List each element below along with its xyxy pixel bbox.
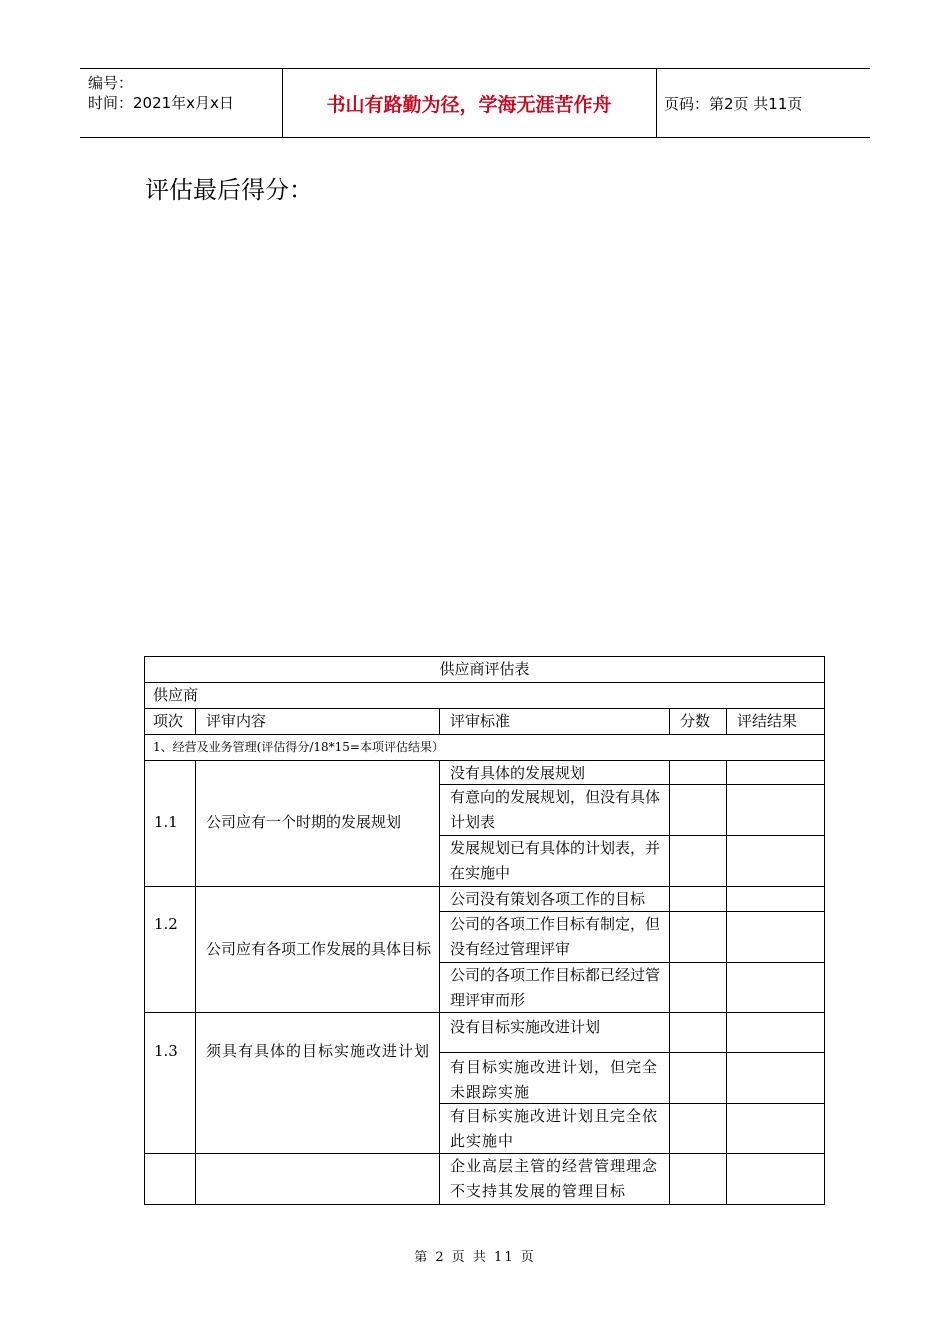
item-number: 1.2 [154,915,178,933]
result-cell [727,1154,824,1204]
score-cell [670,912,727,963]
result-cell [727,887,824,912]
item-content: 公司应有各项工作发展的具体目标 [206,940,432,958]
column-header: 评审内容 [196,709,440,735]
criteria-cell: 公司没有策划各项工作的目标 [440,887,670,912]
item-number: 1.3 [154,1042,178,1060]
item-content: 公司应有一个时期的发展规划 [206,813,402,831]
header-page-number: 页码：第2页 共11页 [664,94,803,113]
criteria-cell: 没有目标实施改进计划 [440,1013,670,1053]
score-cell [670,1013,727,1053]
number-label: 编号： [88,74,134,92]
header-motto: 书山有路勤为径，学海无涯苦作舟 [326,93,612,116]
item-content: 须具有具体的目标实施改进计划 [206,1042,431,1060]
item-number: 1.1 [154,813,178,831]
criteria-cell: 公司的各项工作目标有制定，但没有经过管理评审 [440,912,670,963]
score-cell [670,1154,727,1204]
score-cell [670,963,727,1013]
page-footer: 第 2 页 共 11 页 [414,1250,536,1265]
item-number-cell [145,1154,196,1204]
score-cell [670,1104,727,1154]
score-cell [670,1053,727,1104]
item-content-cell [196,1013,440,1154]
header-meta [88,73,234,113]
criteria-cell: 有目标实施改进计划，但完全未跟踪实施 [440,1053,670,1104]
score-cell [670,836,727,887]
criteria-cell: 有目标实施改进计划且完全依此实施中 [440,1104,670,1154]
item-number-cell [145,1013,196,1154]
result-cell [727,761,824,785]
supplier-label: 供应商 [145,683,824,709]
result-cell [727,836,824,887]
supplier-evaluation-table [144,656,825,1205]
item-content-cell [196,1154,440,1204]
result-cell [727,1104,824,1154]
column-header: 项次 [145,709,196,735]
column-header: 分数 [670,709,727,735]
column-header: 评审标准 [440,709,670,735]
criteria-cell: 公司的各项工作目标都已经过管理评审而形 [440,963,670,1013]
page-header [80,68,870,138]
result-cell [727,963,824,1013]
criteria-cell: 有意向的发展规划，但没有具体计划表 [440,785,670,836]
score-cell [670,761,727,785]
item-number-cell [145,887,196,1013]
section-row: 1、经营及业务管理(评估得分/18*15=本项评估结果） [145,735,824,761]
time-label: 时间：2021年x月x日 [88,94,234,112]
column-header: 评结结果 [727,709,824,735]
result-cell [727,1013,824,1053]
result-cell [727,912,824,963]
score-cell [670,785,727,836]
criteria-cell: 发展规划已有具体的计划表，并在实施中 [440,836,670,887]
score-cell [670,887,727,912]
result-cell [727,1053,824,1104]
result-cell [727,785,824,836]
table-title: 供应商评估表 [145,657,824,683]
final-score-label: 评估最后得分： [145,176,313,204]
header-divider [656,69,657,137]
criteria-cell: 没有具体的发展规划 [440,761,670,785]
criteria-cell: 企业高层主管的经营管理理念不支持其发展的管理目标 [440,1154,670,1204]
